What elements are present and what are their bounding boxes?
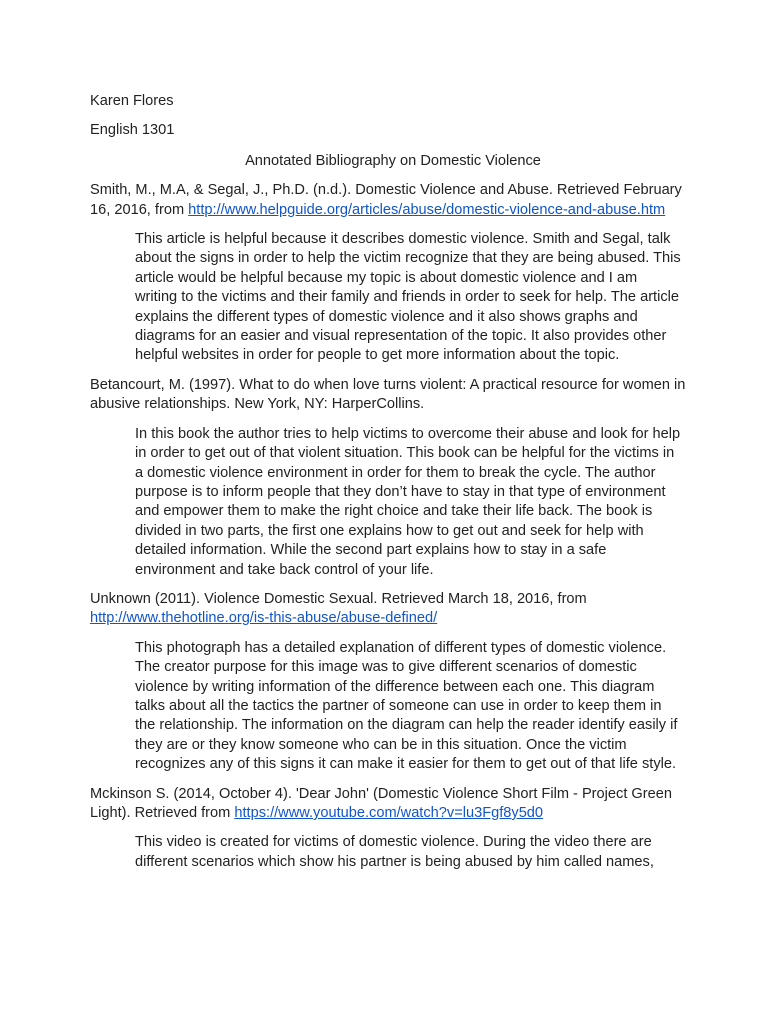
document-page	[90, 92, 690, 882]
citation-link[interactable]: http://www.thehotline.org/is-this-abuse/abuse-defined/	[90, 610, 438, 627]
annotation-1: This article is helpful because it describes domestic violence. Smith and Segal, talk about the signs in order to help the victim recognize that they are being abused. This article would be helpful because my topic is about domestic violence and I am writing to the victims and their family and friends in order to seek for help. The article explains the different types of domestic violence and it also shows graphs and diagrams for an easier and visual representation of the topic. It also provides other helpful websites in order for people to get more information about the topic.	[135, 231, 681, 364]
course-name: English 1301	[90, 122, 175, 139]
citation-4	[90, 785, 690, 824]
citation-3	[90, 590, 690, 629]
citation-link[interactable]: http://www.helpguide.org/articles/abuse/domestic-violence-and-abuse.htm	[188, 201, 666, 218]
document-title: Annotated Bibliography on Domestic Violence	[245, 152, 541, 169]
citation-text: Unknown (2011). Violence Domestic Sexual. Retrieved March 18, 2016, from	[90, 590, 587, 607]
author-name: Karen Flores	[90, 93, 174, 109]
citation-link[interactable]: https://www.youtube.com/watch?v=lu3Fgf8y5d0	[234, 805, 544, 821]
annotation-4: This video is created for victims of domestic violence. During the video there are different scenarios which show his partner is being abused by him called names,	[135, 834, 654, 870]
citation-text: Mckinson S. (2014, October 4). 'Dear John' (Domestic Violence Short Film - Project Green Light). Retrieved from	[90, 785, 672, 821]
annotation-2: In this book the author tries to help victims to overcome their abuse and look for help in order to get out of that violent situation. This book can be helpful for the victims in a domestic violence environment in order for them to break the cycle. The author purpose is to inform people that they don’t have to stay in that type of environment and empower them to make the right choice and take their life back. The book is divided in two parts, the first one explains how to get out and seek for help with detailed information. While the second part explains how to stay in a safe environment and take back control of your life.	[135, 425, 681, 578]
citation-2	[90, 376, 690, 415]
annotation-3: This photograph has a detailed explanation of different types of domestic violence. The creator purpose for this image was to give different scenarios of domestic violence by writing information of the difference between each one. This diagram talks about all the tactics the partner of someone can use in order to keep them in the relationship. The information on the diagram can help the reader identify easily if they are or they know someone who can be in this situation. Once the victim recognizes any of this signs it can make it easier for them to get out of that life style.	[135, 639, 678, 773]
citation-text: Smith, M., M.A, & Segal, J., Ph.D. (n.d.). Domestic Violence and Abuse. Retrieved February 16, 2016, from	[90, 182, 682, 218]
citation-text: Betancourt, M. (1997). What to do when love turns violent: A practical resource for women in abusive relationships. New York, NY: HarperCollins.	[90, 376, 686, 413]
citation-1	[90, 181, 690, 220]
